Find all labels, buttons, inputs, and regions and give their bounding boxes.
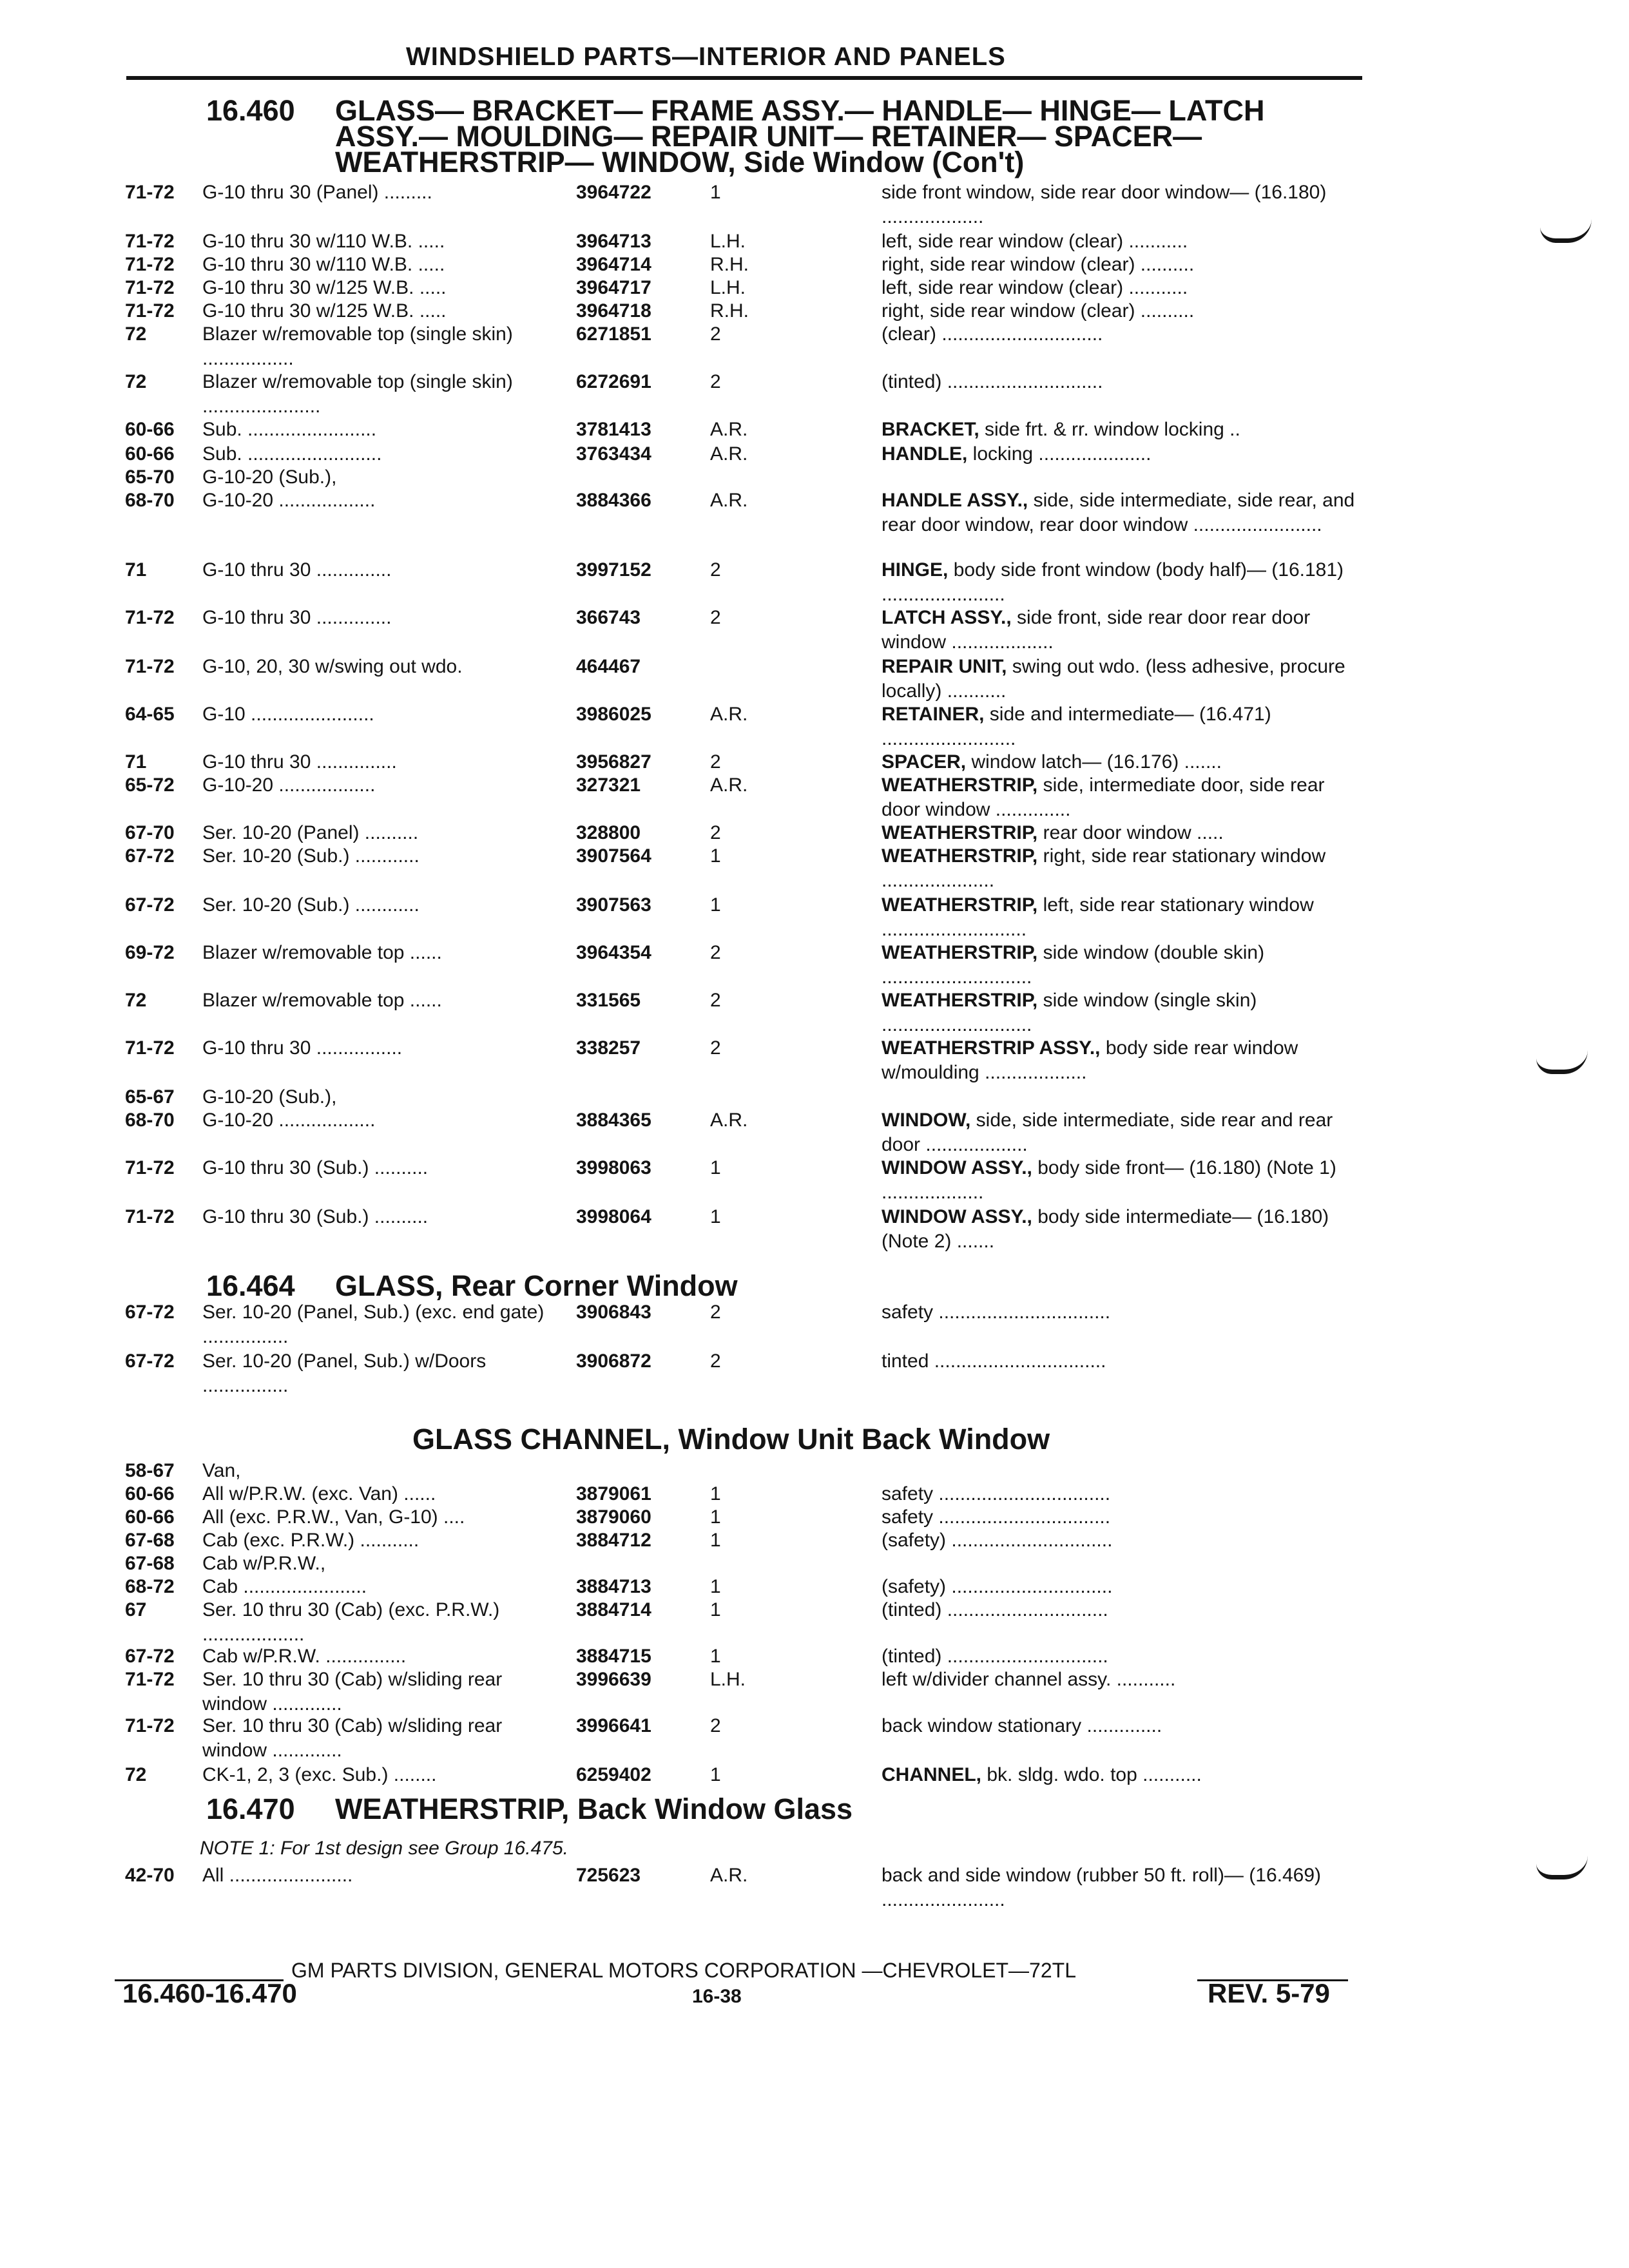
table-row <box>0 893 1629 942</box>
application: G-10 thru 30 w/110 W.B. ..... <box>202 231 445 252</box>
part-number: 3906872 <box>576 1350 651 1372</box>
note-1: NOTE 1: For 1st design see Group 16.475. <box>200 1838 568 1859</box>
year-range: 67-72 <box>125 1302 175 1323</box>
part-number: 3964722 <box>576 182 651 203</box>
application: G-10-20 .................. <box>202 1110 376 1131</box>
quantity: 1 <box>710 1530 721 1551</box>
part-number: 3884366 <box>576 490 651 511</box>
part-number: 3884714 <box>576 1599 651 1620</box>
description-text: safety ................................ <box>882 1506 1111 1528</box>
description-text: side window (double skin) ............................ <box>882 942 1265 988</box>
year-range: 71-72 <box>125 656 175 677</box>
description <box>882 370 1357 394</box>
description <box>882 1156 1357 1205</box>
description-text: side frt. & rr. window locking .. <box>979 419 1240 440</box>
description <box>882 750 1357 774</box>
quantity: A.R. <box>710 704 748 725</box>
part-number: 3986025 <box>576 704 651 725</box>
year-range: 68-72 <box>125 1576 175 1597</box>
description-part-name: SPACER, <box>882 751 967 773</box>
year-range: 60-66 <box>125 443 175 465</box>
quantity: 1 <box>710 1157 721 1178</box>
table-row <box>0 1667 1629 1716</box>
description-text: tinted ................................ <box>882 1350 1106 1372</box>
section-16464-title <box>206 1269 738 1302</box>
application: G-10-20 .................. <box>202 490 376 511</box>
section-title: GLASS, Rear Corner Window <box>335 1269 738 1302</box>
application: Sub. ........................ <box>202 419 377 440</box>
quantity: 2 <box>710 1350 721 1372</box>
year-range: 67-72 <box>125 1350 175 1372</box>
year-range: 71 <box>125 751 147 773</box>
part-number: 3763434 <box>576 443 651 465</box>
quantity: 1 <box>710 1599 721 1620</box>
description <box>882 941 1357 990</box>
quantity: 2 <box>710 990 721 1011</box>
application: Blazer w/removable top ...... <box>202 990 442 1011</box>
description-part-name: WEATHERSTRIP, <box>882 774 1038 796</box>
description <box>882 442 1357 466</box>
description-text: (clear) .............................. <box>882 323 1103 345</box>
year-range: 65-70 <box>125 466 175 488</box>
application: G-10 thru 30 .............. <box>202 607 392 628</box>
description <box>882 1505 1357 1530</box>
description <box>882 1575 1357 1599</box>
application: Cab w/P.R.W. ............... <box>202 1646 407 1667</box>
description-part-name: WINDOW ASSY., <box>882 1157 1032 1178</box>
description <box>882 229 1357 254</box>
quantity: 1 <box>710 1506 721 1528</box>
part-number: 3964717 <box>576 277 651 298</box>
year-range: 71-72 <box>125 1157 175 1178</box>
section-16460-title-line2: ASSY.— MOULDING— REPAIR UNIT— RETAINER— SPACER— <box>335 120 1202 153</box>
table-row <box>0 1598 1629 1647</box>
table-row <box>0 180 1629 229</box>
application: Sub. ......................... <box>202 443 382 465</box>
description <box>882 1763 1357 1787</box>
year-range: 71-72 <box>125 277 175 298</box>
part-number: 464467 <box>576 656 641 677</box>
description <box>882 253 1357 277</box>
part-number: 6271851 <box>576 323 651 345</box>
part-number: 331565 <box>576 990 641 1011</box>
description-text: side, intermediate door, side rear door window .............. <box>882 774 1325 820</box>
part-number: 3907563 <box>576 894 651 916</box>
part-number: 725623 <box>576 1865 641 1886</box>
year-range: 64-65 <box>125 704 175 725</box>
table-row <box>0 702 1629 751</box>
description-text: (tinted) .............................. <box>882 1599 1108 1620</box>
page-header: WINDSHIELD PARTS—INTERIOR AND PANELS <box>406 43 1006 71</box>
part-number: 3964713 <box>576 231 651 252</box>
part-number: 3906843 <box>576 1302 651 1323</box>
part-number: 3996639 <box>576 1669 651 1690</box>
part-number: 3964718 <box>576 300 651 322</box>
application: G-10-20 (Sub.), <box>202 1086 337 1108</box>
table-row <box>0 1205 1629 1254</box>
description-part-name: WEATHERSTRIP, <box>882 894 1038 916</box>
quantity: 2 <box>710 1302 721 1323</box>
description <box>882 1528 1357 1553</box>
description-text: left w/divider channel assy. ........... <box>882 1669 1176 1690</box>
quantity: 2 <box>710 822 721 843</box>
description-part-name: WINDOW ASSY., <box>882 1206 1032 1227</box>
quantity: A.R. <box>710 443 748 465</box>
description-text: body side front— (16.180) (Note 1) ................... <box>882 1157 1336 1203</box>
application: G-10 thru 30 w/110 W.B. ..... <box>202 254 445 275</box>
quantity: R.H. <box>710 300 749 322</box>
year-range: 67-72 <box>125 1646 175 1667</box>
year-range: 71-72 <box>125 607 175 628</box>
table-row <box>0 1863 1629 1912</box>
part-number: 3996641 <box>576 1715 651 1736</box>
table-row <box>0 988 1629 1037</box>
description-text: safety ................................ <box>882 1302 1111 1323</box>
quantity: 1 <box>710 1206 721 1227</box>
description-text: left, side rear stationary window ........................... <box>882 894 1314 940</box>
description <box>882 1482 1357 1506</box>
table-row <box>0 488 1629 537</box>
description <box>882 821 1357 845</box>
application: Cab (exc. P.R.W.) ........... <box>202 1530 419 1551</box>
description <box>882 893 1357 942</box>
year-range: 72 <box>125 323 147 345</box>
table-row <box>0 1156 1629 1205</box>
table-row <box>0 941 1629 990</box>
quantity: 1 <box>710 894 721 916</box>
description <box>882 1205 1357 1254</box>
description-text: body side rear window w/moulding ................... <box>882 1037 1298 1083</box>
quantity: 2 <box>710 607 721 628</box>
description-text: window latch— (16.176) ....... <box>966 751 1222 773</box>
application: Cab w/P.R.W., <box>202 1553 326 1574</box>
table-row <box>0 606 1629 655</box>
application: Ser. 10-20 (Panel, Sub.) w/Doors ................ <box>202 1350 487 1396</box>
description <box>882 1714 1357 1738</box>
application: Van, <box>202 1460 241 1481</box>
description-text: body side front window (body half)— (16.181) ....................... <box>882 559 1344 605</box>
section-number: 16.464 <box>206 1269 295 1302</box>
description-text: (tinted) .............................. <box>882 1646 1108 1667</box>
part-number: 366743 <box>576 607 641 628</box>
quantity: 2 <box>710 371 721 392</box>
description <box>882 1300 1357 1325</box>
year-range: 67-70 <box>125 822 175 843</box>
description <box>882 322 1357 347</box>
description-part-name: HANDLE, <box>882 443 968 465</box>
quantity: R.H. <box>710 254 749 275</box>
description-part-name: HANDLE ASSY., <box>882 490 1028 511</box>
year-range: 67-68 <box>125 1530 175 1551</box>
quantity: 2 <box>710 323 721 345</box>
year-range: 71-72 <box>125 300 175 322</box>
year-range: 71-72 <box>125 1715 175 1736</box>
application: G-10 thru 30 (Sub.) .......... <box>202 1206 429 1227</box>
application: G-10-20 .................. <box>202 774 376 796</box>
part-number: 6259402 <box>576 1764 651 1785</box>
table-row <box>0 1349 1629 1398</box>
application: G-10 thru 30 .............. <box>202 559 392 581</box>
description-text: body side intermediate— (16.180) (Note 2) ....... <box>882 1206 1329 1252</box>
quantity: 2 <box>710 559 721 581</box>
quantity: A.R. <box>710 1865 748 1886</box>
year-range: 60-66 <box>125 1483 175 1504</box>
part-number: 3998063 <box>576 1157 651 1178</box>
application: Ser. 10 thru 30 (Cab) w/sliding rear window ............. <box>202 1669 503 1715</box>
application: G-10, 20, 30 w/swing out wdo. <box>202 656 463 677</box>
description-text: (tinted) ............................. <box>882 371 1103 392</box>
description-text: right, side rear window (clear) .......... <box>882 300 1195 322</box>
description-text: side window (single skin) ............................ <box>882 990 1257 1035</box>
quantity: 1 <box>710 1483 721 1504</box>
description <box>882 1108 1357 1157</box>
glass-channel-title: GLASS CHANNEL, Window Unit Back Window <box>412 1423 1050 1456</box>
year-range: 72 <box>125 371 147 392</box>
description <box>882 655 1357 704</box>
part-number: 6272691 <box>576 371 651 392</box>
year-range: 71-72 <box>125 1669 175 1690</box>
year-range: 71-72 <box>125 1206 175 1227</box>
description <box>882 1644 1357 1669</box>
part-number: 3997152 <box>576 559 651 581</box>
footer-revision: REV. 5-79 <box>1208 1978 1330 2008</box>
quantity: L.H. <box>710 231 746 252</box>
application: Ser. 10 thru 30 (Cab) (exc. P.R.W.) ................... <box>202 1599 500 1645</box>
description-text: (safety) .............................. <box>882 1576 1113 1597</box>
quantity: 2 <box>710 1037 721 1059</box>
part-number: 3964354 <box>576 942 651 963</box>
description-text: safety ................................ <box>882 1483 1111 1504</box>
section-title: WEATHERSTRIP, Back Window Glass <box>335 1792 853 1825</box>
year-range: 69-72 <box>125 942 175 963</box>
description <box>882 773 1357 822</box>
quantity: A.R. <box>710 774 748 796</box>
description <box>882 988 1357 1037</box>
year-range: 60-66 <box>125 419 175 440</box>
table-row <box>0 844 1629 893</box>
quantity: 1 <box>710 182 721 203</box>
application: Blazer w/removable top (single skin) ................. <box>202 323 513 369</box>
description-part-name: BRACKET, <box>882 419 979 440</box>
application: CK-1, 2, 3 (exc. Sub.) ........ <box>202 1764 437 1785</box>
description-text: left, side rear window (clear) ........... <box>882 277 1188 298</box>
description-text: back and side window (rubber 50 ft. roll)— (16.469) ....................... <box>882 1865 1322 1910</box>
description <box>882 276 1357 300</box>
year-range: 67-72 <box>125 894 175 916</box>
table-row <box>0 1036 1629 1085</box>
quantity: A.R. <box>710 1110 748 1131</box>
year-range: 71-72 <box>125 231 175 252</box>
section-number: 16.470 <box>206 1792 295 1825</box>
description <box>882 1036 1357 1085</box>
header-rule <box>126 76 1362 80</box>
description-part-name: WEATHERSTRIP ASSY., <box>882 1037 1101 1059</box>
application: Blazer w/removable top (single skin) ...................... <box>202 371 513 417</box>
description-text: side, side intermediate, side rear, and rear door window, rear door window ........................ <box>882 490 1355 535</box>
description <box>882 180 1357 229</box>
application: G-10 thru 30 w/125 W.B. ..... <box>202 300 447 322</box>
description-part-name: RETAINER, <box>882 704 985 725</box>
application: G-10 thru 30 w/125 W.B. ..... <box>202 277 447 298</box>
application: Ser. 10-20 (Sub.) ............ <box>202 845 419 867</box>
description-part-name: WINDOW, <box>882 1110 971 1131</box>
description <box>882 1863 1357 1912</box>
section-16470-title <box>206 1792 853 1825</box>
table-row <box>0 1108 1629 1157</box>
year-range: 72 <box>125 1764 147 1785</box>
description <box>882 1349 1357 1374</box>
part-number: 3964714 <box>576 254 651 275</box>
description-text: side front window, side rear door window— (16.180) ................... <box>882 182 1327 227</box>
application: Cab ....................... <box>202 1576 367 1597</box>
description <box>882 844 1357 893</box>
description-part-name: CHANNEL, <box>882 1764 981 1785</box>
application: Ser. 10-20 (Panel, Sub.) (exc. end gate) ................ <box>202 1302 545 1347</box>
application: Blazer w/removable top ...... <box>202 942 442 963</box>
section-title-line: GLASS— BRACKET— FRAME ASSY.— HANDLE— HINGE— LATCH <box>335 94 1265 127</box>
quantity: 1 <box>710 845 721 867</box>
application: G-10 thru 30 ............... <box>202 751 397 773</box>
quantity: 1 <box>710 1764 721 1785</box>
description-part-name: WEATHERSTRIP, <box>882 822 1038 843</box>
part-number: 3884365 <box>576 1110 651 1131</box>
application: All w/P.R.W. (exc. Van) ...... <box>202 1483 436 1504</box>
part-number: 3998064 <box>576 1206 651 1227</box>
section-number: 16.460 <box>206 94 295 127</box>
section-16460-title-line3: WEATHERSTRIP— WINDOW, Side Window (Con't) <box>335 146 1025 178</box>
table-row <box>0 370 1629 419</box>
year-range: 65-72 <box>125 774 175 796</box>
application: Ser. 10-20 (Panel) .......... <box>202 822 419 843</box>
application: G-10 thru 30 (Panel) ......... <box>202 182 432 203</box>
description-text: (safety) .............................. <box>882 1530 1113 1551</box>
table-row <box>0 1300 1629 1349</box>
year-range: 67 <box>125 1599 147 1620</box>
part-number: 328800 <box>576 822 641 843</box>
description-text: side, side intermediate, side rear and rear door ................... <box>882 1110 1333 1155</box>
year-range: 42-70 <box>125 1865 175 1886</box>
description-text: side and intermediate— (16.471) ......................... <box>882 704 1271 749</box>
application: All (exc. P.R.W., Van, G-10) .... <box>202 1506 465 1528</box>
quantity: 1 <box>710 1576 721 1597</box>
description-text: rear door window ..... <box>1037 822 1224 843</box>
footer-range: 16.460-16.470 <box>122 1978 297 2008</box>
table-row <box>0 655 1629 704</box>
year-range: 67-68 <box>125 1553 175 1574</box>
application: G-10 thru 30 ................ <box>202 1037 403 1059</box>
footer-page-number: 16-38 <box>692 1986 742 2007</box>
description-part-name: WEATHERSTRIP, <box>882 990 1038 1011</box>
application: Ser. 10 thru 30 (Cab) w/sliding rear window ............. <box>202 1715 503 1761</box>
description-text: side front, side rear door rear door window ................... <box>882 607 1311 653</box>
application: Ser. 10-20 (Sub.) ............ <box>202 894 419 916</box>
description-part-name: REPAIR UNIT, <box>882 656 1007 677</box>
description-text: right, side rear window (clear) .......... <box>882 254 1195 275</box>
table-row <box>0 558 1629 607</box>
description-part-name: HINGE, <box>882 559 949 581</box>
description <box>882 488 1357 537</box>
application: All ....................... <box>202 1865 353 1886</box>
part-number: 3907564 <box>576 845 651 867</box>
year-range: 71-72 <box>125 182 175 203</box>
quantity: 2 <box>710 751 721 773</box>
part-number: 338257 <box>576 1037 641 1059</box>
description <box>882 1667 1357 1692</box>
description-text: left, side rear window (clear) ........... <box>882 231 1188 252</box>
table-row <box>0 322 1629 371</box>
year-range: 60-66 <box>125 1506 175 1528</box>
description-part-name: WEATHERSTRIP, <box>882 942 1038 963</box>
part-number: 3956827 <box>576 751 651 773</box>
quantity: A.R. <box>710 419 748 440</box>
description <box>882 299 1357 323</box>
description-text: swing out wdo. (less adhesive, procure locally) ........... <box>882 656 1345 702</box>
part-number: 3884713 <box>576 1576 651 1597</box>
application: G-10-20 (Sub.), <box>202 466 337 488</box>
part-number: 3884712 <box>576 1530 651 1551</box>
description <box>882 1598 1357 1622</box>
quantity: L.H. <box>710 277 746 298</box>
quantity: L.H. <box>710 1669 746 1690</box>
footer-publisher: GM PARTS DIVISION, GENERAL MOTORS CORPORATION —CHEVROLET—72TL <box>291 1959 1076 1982</box>
description <box>882 418 1357 442</box>
part-number: 3879060 <box>576 1506 651 1528</box>
description-text: locking ..................... <box>967 443 1152 465</box>
year-range: 67-72 <box>125 845 175 867</box>
year-range: 68-70 <box>125 1110 175 1131</box>
year-range: 71-72 <box>125 1037 175 1059</box>
year-range: 72 <box>125 990 147 1011</box>
part-number: 3879061 <box>576 1483 651 1504</box>
quantity: 2 <box>710 1715 721 1736</box>
part-number: 3781413 <box>576 419 651 440</box>
quantity: A.R. <box>710 490 748 511</box>
part-number: 327321 <box>576 774 641 796</box>
quantity: 1 <box>710 1646 721 1667</box>
year-range: 71-72 <box>125 254 175 275</box>
application: G-10 thru 30 (Sub.) .......... <box>202 1157 429 1178</box>
year-range: 65-67 <box>125 1086 175 1108</box>
description <box>882 702 1357 751</box>
table-row <box>0 1714 1629 1763</box>
description-part-name: LATCH ASSY., <box>882 607 1012 628</box>
description <box>882 558 1357 607</box>
description-text: bk. sldg. wdo. top ........... <box>981 1764 1202 1785</box>
description-text: back window stationary .............. <box>882 1715 1162 1736</box>
description-part-name: WEATHERSTRIP, <box>882 845 1038 867</box>
year-range: 68-70 <box>125 490 175 511</box>
part-number: 3884715 <box>576 1646 651 1667</box>
description-text: right, side rear stationary window ..................... <box>882 845 1326 891</box>
description <box>882 606 1357 655</box>
application: G-10 ....................... <box>202 704 374 725</box>
year-range: 71 <box>125 559 147 581</box>
table-row <box>0 773 1629 822</box>
quantity: 2 <box>710 942 721 963</box>
year-range: 58-67 <box>125 1460 175 1481</box>
